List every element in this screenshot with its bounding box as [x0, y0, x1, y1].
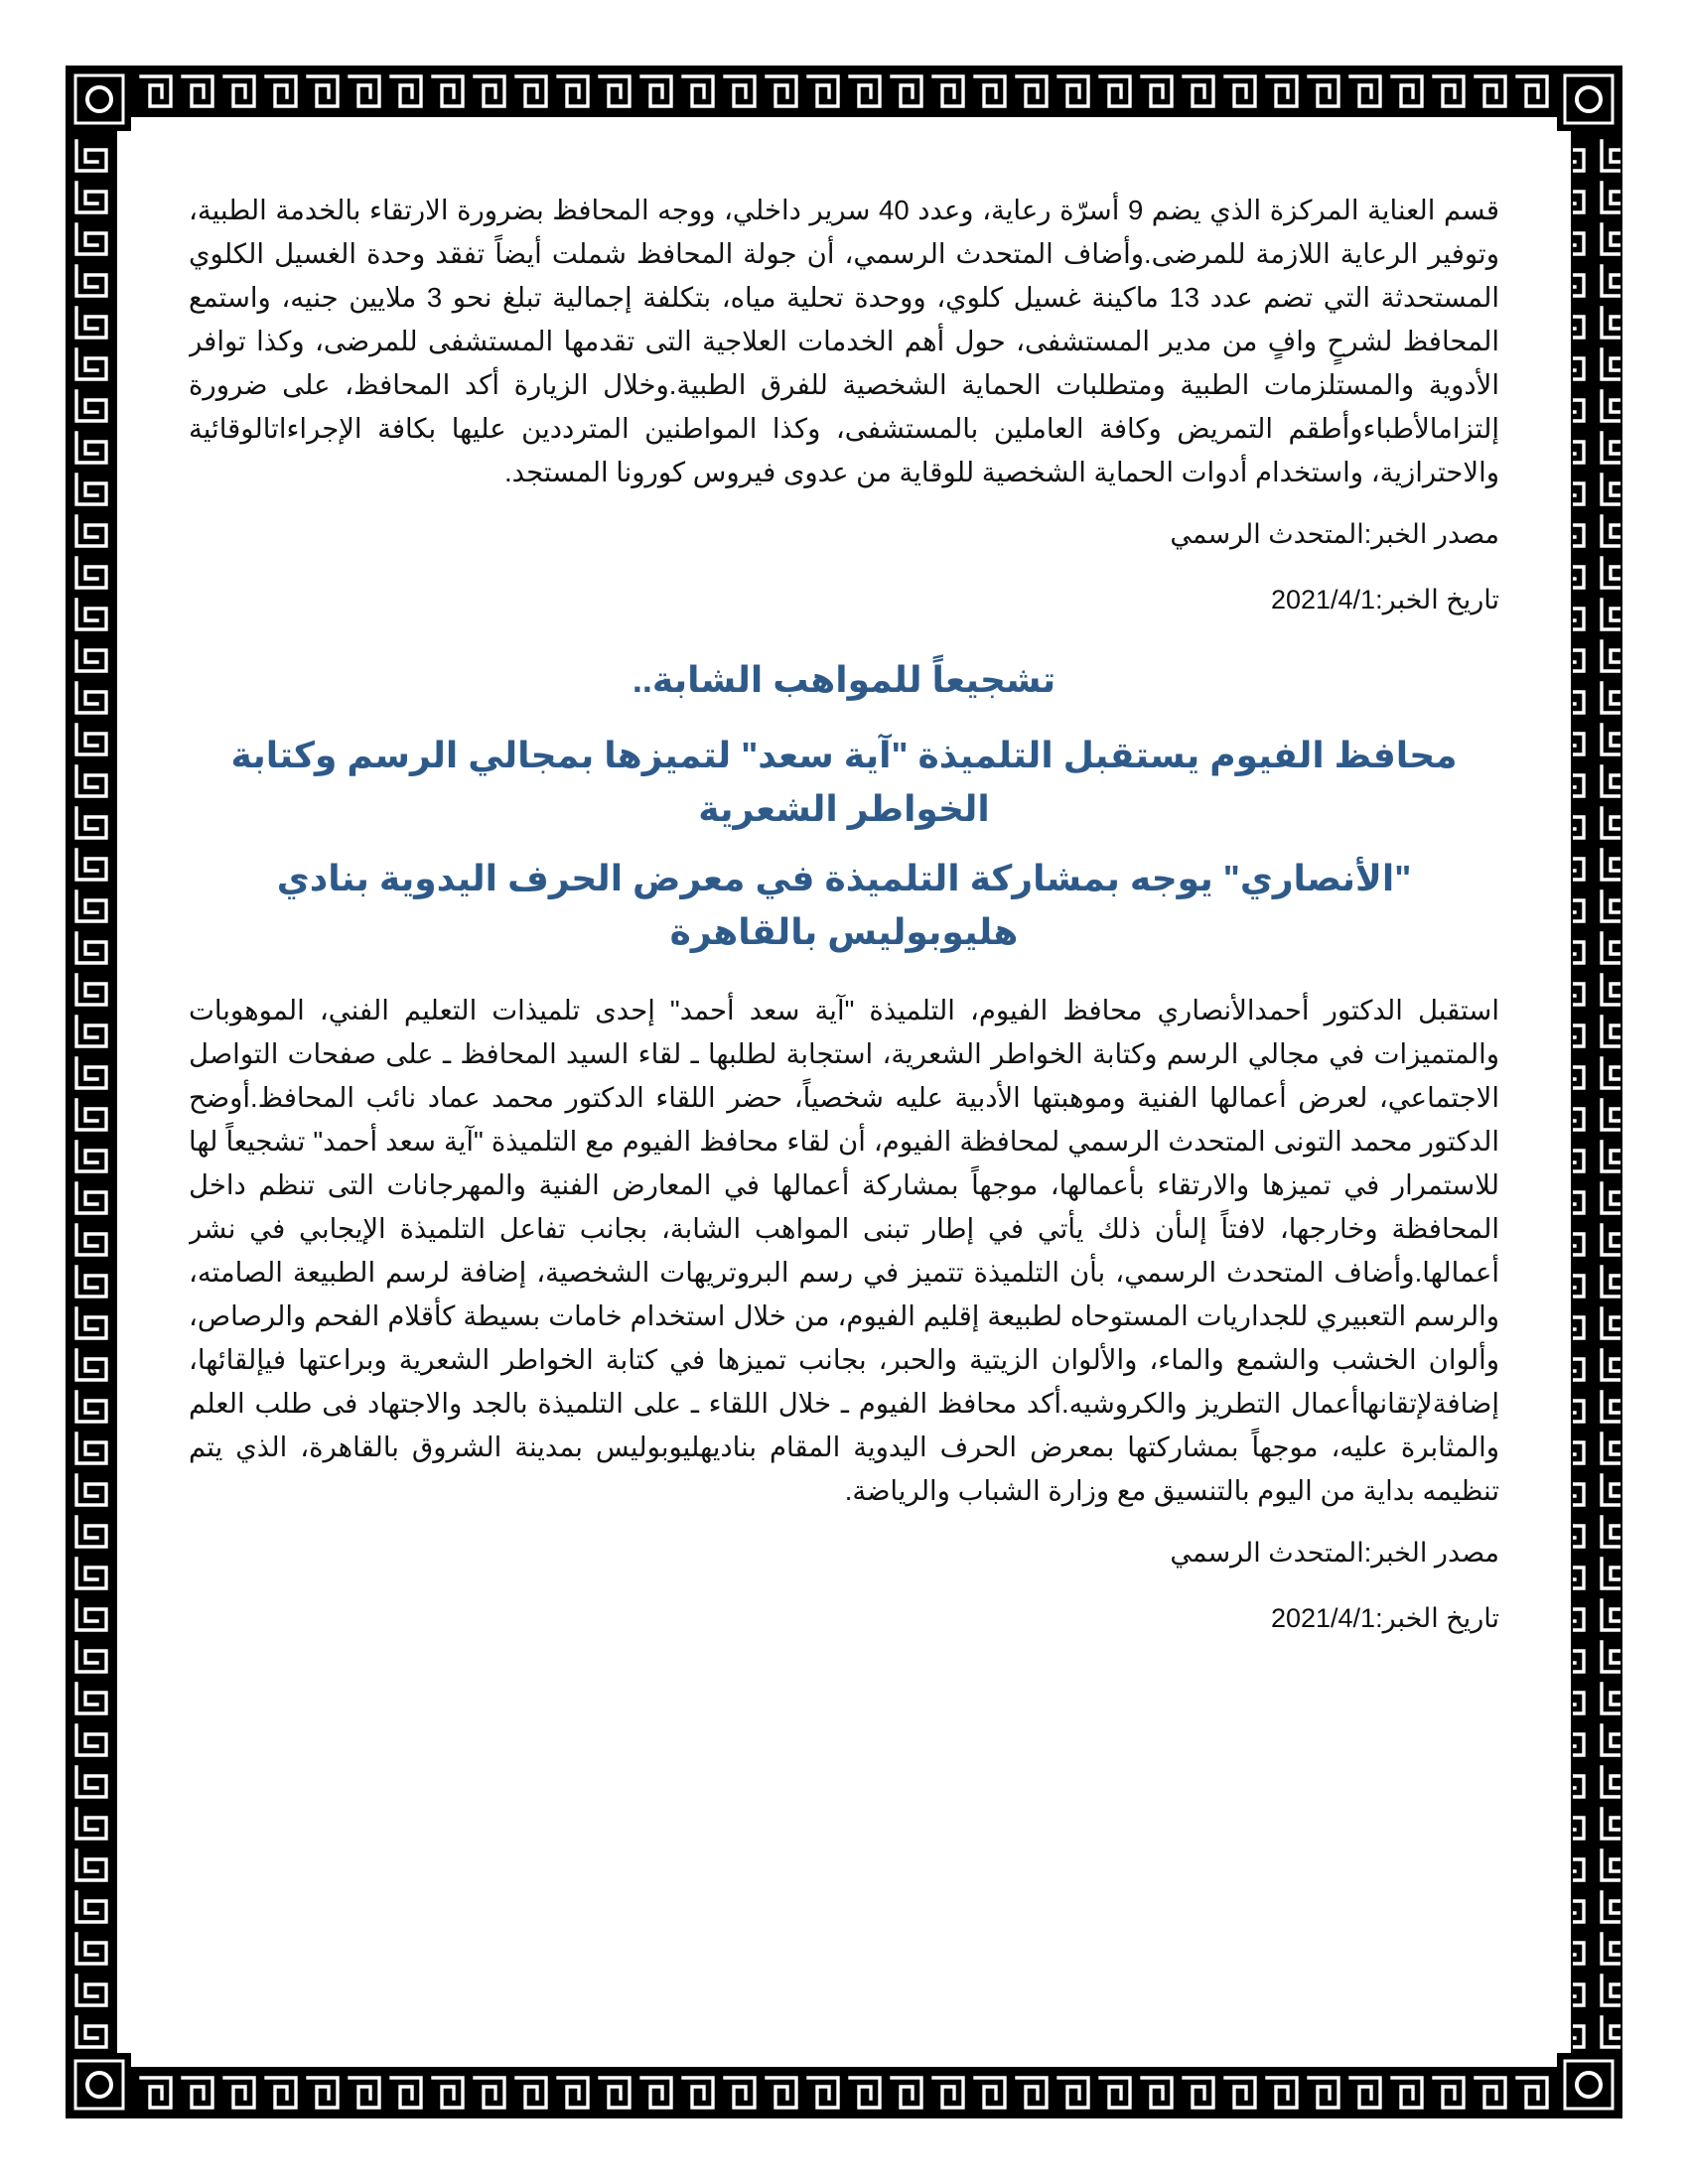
article2-headline-kicker: تشجيعاً للمواهب الشابة.. — [632, 659, 1056, 700]
border-corner-bottom-right — [1557, 2053, 1620, 2116]
article2-body: استقبل الدكتور أحمدالأنصاري محافظ الفيوم، التلميذة "آية سعد أحمد" إحدى تلميذات التعليم الفني، الموهوبات والمتميزات في مجالي الرسم وكتابة الخواطر الشعرية، استجابة لطلبها ـ لقاء السيد المحافظ ـ على صفحات التواصل الاجتماعي، لعرض أعمالها الفنية وموهبتها الأدبية عليه شخصياً، حضر اللقاء الدكتور محمد عماد نائب المحافظ.أوضح الدكتور محمد التونى المتحدث الرسمي لمحافظة الفيوم، أن لقاء محافظ الفيوم مع التلميذة "آية سعد أحمد" تشجيعاً لها للاستمرار في تميزها والارتقاء بأعمالها، موجهاً بمشاركة أعمالها في المعارض الفنية والمهرجانات التى تنظم داخل المحافظة وخارجها، لافتاً إلىأن ذلك يأتي في إطار تبنى المواهب الشابة، بجانب تفاعل التلميذة الإيجابي في نشر أعمالها.وأضاف المتحدث الرسمي، بأن التلميذة تتميز في رسم البروتريهات الشخصية، إضافة لرسم الطبيعة الصامته، والرسم التعبيري للجداريات المستوحاه لطبيعة إقليم الفيوم، من خلال استخدام خامات بسيطة كأقلام الفحم والرصاص، وألوان الخشب والشمع والماء، والألوان الزيتية والحبر، بجانب تميزها في كتابة الخواطر الشعرية وبراعتها فيإلقائها، إضافةلإتقانهاأعمال التطريز والكروشيه.أكد محافظ الفيوم ـ خلال اللقاء ـ على التلميذة بالجد والاجتهاد فى طلب العلم والمثابرة عليه، موجهاً بمشاركتها بمعرض الحرف اليدوية المقام بناديهليوبوليس بمدينة الشروق بالقاهرة، الذي يتم تنظيمه بداية من اليوم بالتنسيق مع وزارة الشباب والرياضة. — [189, 995, 1499, 1506]
article1-source: مصدر الخبر:المتحدث الرسمي — [1170, 519, 1499, 549]
article1-date: تاريخ الخبر:2021/4/1 — [1270, 585, 1499, 614]
article2-headline-main: محافظ الفيوم يستقبل التلميذة "آية سعد" لتميزها بمجالي الرسم وكتابة الخواطر الشعرية — [230, 735, 1458, 829]
border-corner-top-right — [1557, 68, 1620, 131]
article2-date: تاريخ الخبر:2021/4/1 — [1270, 1603, 1499, 1633]
article2-source: مصدر الخبر:المتحدث الرسمي — [1170, 1538, 1499, 1568]
article2-headline-sub: "الأنصاري" يوجه بمشاركة التلميذة في معرض الحرف اليدوية بنادي هليوبوليس بالقاهرة — [276, 858, 1412, 952]
document-content — [189, 189, 1499, 1936]
border-corner-bottom-left — [68, 2053, 131, 2116]
border-corner-top-left — [68, 68, 131, 131]
article1-body: قسم العناية المركزة الذي يضم 9 أسرّة رعاية، وعدد 40 سرير داخلي، ووجه المحافظ بضرورة الارتقاء بالخدمة الطبية، وتوفير الرعاية اللازمة للمرضى.وأضاف المتحدث الرسمي، أن جولة المحافظ شملت أيضاً تفقد وحدة الغسيل الكلوي المستحدثة التي تضم عدد 13 ماكينة غسيل كلوي، ووحدة تحلية مياه، بتكلفة إجمالية تبلغ نحو 3 ملايين جنيه، واستمع المحافظ لشرحٍ وافٍ من مدير المستشفى، حول أهم الخدمات العلاجية التى تقدمها المستشفى للمرضى، وكذا توافر الأدوية والمستلزمات الطبية ومتطلبات الحماية الشخصية للفرق الطبية.وخلال الزيارة أكد المحافظ، على ضرورة إلتزامالأطباءوأطقم التمريض وكافة العاملين بالمستشفى، وكذا المواطنين المترددين عليها بكافة الإجراءاتالوقائية والاحترازية، واستخدام أدوات الحماية الشخصية للوقاية من عدوى فيروس كورونا المستجد. — [189, 195, 1499, 487]
